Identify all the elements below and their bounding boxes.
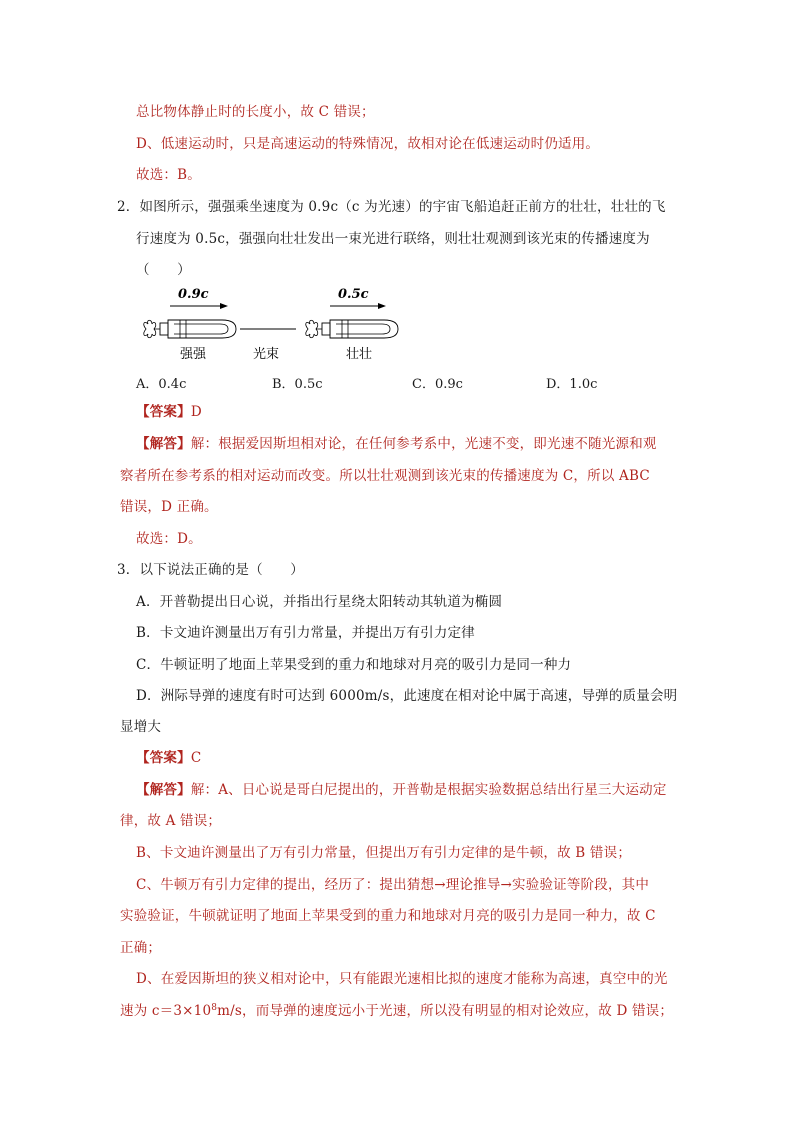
option-d: D．洲际导弹的速度有时可达到 6000m/s，此速度在相对论中属于高速，导弹的质量会明 — [136, 688, 678, 704]
option-d: D．1.0c — [546, 377, 598, 392]
explanation-line: B、卡文迪许测量出了万有引力常量，但提出万有引力定律的是牛顿，故 B 错误； — [136, 845, 632, 861]
explanation-line: 实验验证，牛顿就证明了地面上苹果受到的重力和地球对月亮的吸引力是同一种力，故 C — [120, 908, 656, 924]
answer-value: D — [190, 404, 202, 420]
question-2-options — [0, 373, 794, 391]
explanation-line: 律，故 A 错误； — [120, 813, 222, 829]
answer-line — [136, 403, 202, 421]
speed-label-left: 0.9c — [178, 287, 209, 302]
explanation-line: D、低速运动时，只是高速运动的特殊情况，故相对论在低速运动时仍适用。 — [136, 136, 600, 152]
explanation-tag: 【解答】 — [136, 782, 191, 798]
option-c: C．0.9c — [412, 377, 463, 392]
question-2-stem-line-2: 行速度为 0.5c，强强向壮壮发出一束光进行联络，则壮壮观测到该光束的传播速度为 — [136, 231, 650, 247]
option-b: B．0.5c — [272, 377, 323, 392]
explanation-line: 错误，D 正确。 — [120, 499, 218, 515]
option-a: A．0.4c — [136, 377, 187, 392]
option-a: A．开普勒提出日心说，并指出行星绕太阳转动其轨道为椭圆 — [136, 594, 503, 610]
conclusion-line: 故选：B。 — [136, 167, 201, 183]
question-3-stem: 3．以下说法正确的是（ ） — [117, 562, 304, 578]
spaceship-right-icon — [306, 320, 398, 338]
conclusion-line: 故选：D。 — [136, 531, 202, 547]
explanation-tag: 【解答】 — [136, 436, 191, 452]
option-b: B．卡文迪许测量出万有引力常量，并提出万有引力定律 — [136, 625, 475, 641]
explanation-line: 速为 $c=3\times 10^8m/s$，而导弹的速度远小于光速，所以没有明显的相对论效应，故 D 错误； — [120, 1003, 674, 1019]
question-2-stem-line-1: 2．如图所示，强强乘坐速度为 0.9c（c 为光速）的宇宙飞船追赶正前方的壮壮，壮壮的飞 — [117, 199, 666, 215]
spaceship-figure — [140, 282, 420, 366]
explanation-line: 正确； — [120, 940, 162, 956]
explanation-line: 【解答】解：A、日心说是哥白尼提出的，开普勒是根据实验数据总结出行星三大运动定 — [136, 782, 667, 798]
label-qiangqiang: 强强 — [180, 347, 207, 362]
explanation-line: 【解答】解：根据爱因斯坦相对论，在任何参考系中，光速不变，即光速不随光源和观 — [136, 436, 657, 452]
answer-tag: 【答案】 — [136, 750, 191, 766]
option-d-continued: 显增大 — [120, 719, 162, 735]
speed-label-right: 0.5c — [338, 287, 369, 302]
answer-tag: 【答案】 — [136, 404, 191, 420]
question-2-stem-line-3: （ ） — [136, 262, 191, 278]
label-zhuangzhuang: 壮壮 — [346, 347, 373, 362]
spaceship-left-icon — [144, 320, 236, 338]
explanation-line: D、在爱因斯坦的狭义相对论中，只有能跟光速相比拟的速度才能称为高速，真空中的光 — [136, 971, 668, 987]
arrow-head-left — [220, 303, 228, 309]
label-light-beam: 光束 — [253, 347, 280, 362]
explanation-line: C、牛顿万有引力定律的提出，经历了：提出猜想→理论推导→实验验证等阶段，其中 — [136, 877, 650, 893]
option-c: C．牛顿证明了地面上苹果受到的重力和地球对月亮的吸引力是同一种力 — [136, 657, 572, 673]
explanation-line: 察者所在参考系的相对运动而改变。所以壮壮观测到该光束的传播速度为 C，所以 ABC — [120, 468, 650, 484]
arrow-head-right — [378, 303, 386, 309]
explanation-line: 总比物体静止时的长度小，故 C 错误； — [136, 104, 375, 120]
answer-value: C — [190, 750, 202, 766]
answer-line — [136, 749, 201, 767]
